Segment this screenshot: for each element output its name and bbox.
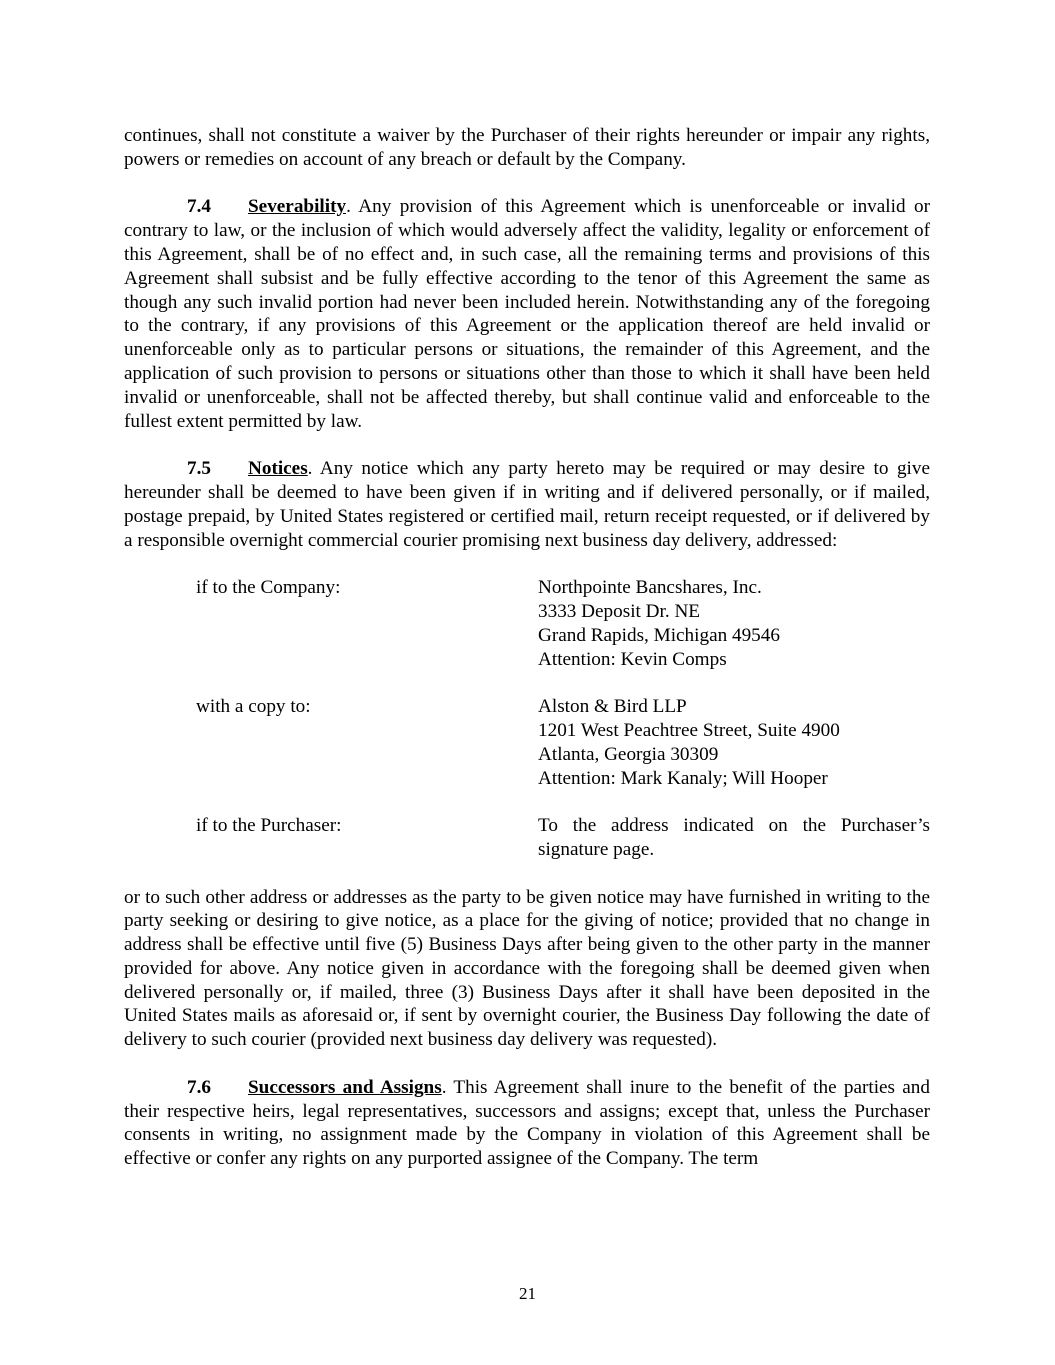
section-body: . This Agreement shall inure to the benefit of the parties and their respective heirs, legal representatives, successors and assigns; except that, unless the Purchaser consents in writing, no assignment made by the Company in violation of this Agreement shall be effective or confer any rights on any purported assignee of the Company. The term (124, 1076, 930, 1170)
address-line: 1201 West Peachtree Street, Suite 4900 (538, 719, 840, 741)
document-page (124, 124, 930, 1195)
address-company (196, 576, 930, 671)
section-title: Severability (248, 196, 347, 218)
address-line: Grand Rapids, Michigan 49546 (538, 624, 780, 646)
address-line: Attention: Mark Kanaly; Will Hooper (538, 767, 828, 789)
section-title: Successors and Assigns (248, 1076, 442, 1098)
address-line: Attention: Kevin Comps (538, 648, 727, 670)
section-body: . Any provision of this Agreement which is unenforceable or invalid or contrary to law, or the inclusion of which would adversely affect the validity, legality or enforcement of this Agreement, shall be of no effect and, in such case, all the remaining terms and provisions of this Agreement shall subsist and be fully effective according to the tenor of this Agreement the same as though any such invalid portion had never been included herein. Notwithstanding any of the foregoing to the contrary, if any provisions of this Agreement or the application thereof are held invalid or unenforceable only as to particular persons or situations, the remainder of this Agreement, and the application of such provision to persons or situations other than those to which it shall have been held invalid or unenforceable, shall not be affected thereby, but shall continue valid and enforceable to the fullest extent permitted by law. (124, 196, 930, 432)
section-body: . Any notice which any party hereto may be required or may desire to give hereunder shall be deemed to have been given if in writing and if delivered personally, or if mailed, postage prepaid, by United States registered or certified mail, return receipt requested, or if delivered by a responsible overnight commercial courier promising next business day delivery, addressed: (124, 458, 930, 551)
address-line: Alston & Bird LLP (538, 696, 687, 718)
section-7-4-severability (124, 195, 930, 433)
address-lines (538, 576, 930, 671)
section-title: Notices (248, 458, 308, 480)
page-number: 21 (519, 1284, 536, 1303)
address-copy (196, 695, 930, 790)
address-lines (538, 814, 930, 862)
address-line: Northpointe Bancshares, Inc. (538, 577, 762, 599)
address-purchaser (196, 814, 930, 862)
address-line: 3333 Deposit Dr. NE (538, 600, 701, 622)
address-label: if to the Purchaser: (196, 815, 342, 837)
section-7-6-successors-assigns (124, 1076, 930, 1171)
address-line: To the address indicated on the Purchaser’s signature page. (538, 815, 930, 860)
notice-addresses (196, 576, 930, 862)
section-7-5-notices (124, 457, 930, 552)
address-label: with a copy to: (196, 696, 311, 718)
section-number: 7.6 (187, 1076, 211, 1098)
notices-continuation: or to such other address or addresses as the party to be given notice may have furnished in writing to the party seeking or desiring to give notice, as a place for the giving of notice; provided that no change in address shall be effective until five (5) Business Days after being given to the other party in the manner provided for above. Any notice given in accordance with the foregoing shall be deemed given when delivered personally or, if mailed, three (3) Business Days after it shall have been deposited in the United States mails as aforesaid or, if sent by overnight courier, the Business Day following the date of delivery to such courier (provided next business day delivery was requested). (124, 886, 930, 1051)
address-label: if to the Company: (196, 577, 341, 599)
address-line: Atlanta, Georgia 30309 (538, 743, 719, 765)
address-lines (538, 695, 930, 790)
section-number: 7.4 (187, 196, 211, 218)
intro-paragraph: continues, shall not constitute a waiver by the Purchaser of their rights hereunder or impair any rights, powers or remedies on account of any breach or default by the Company. (124, 125, 930, 170)
section-number: 7.5 (187, 458, 211, 480)
